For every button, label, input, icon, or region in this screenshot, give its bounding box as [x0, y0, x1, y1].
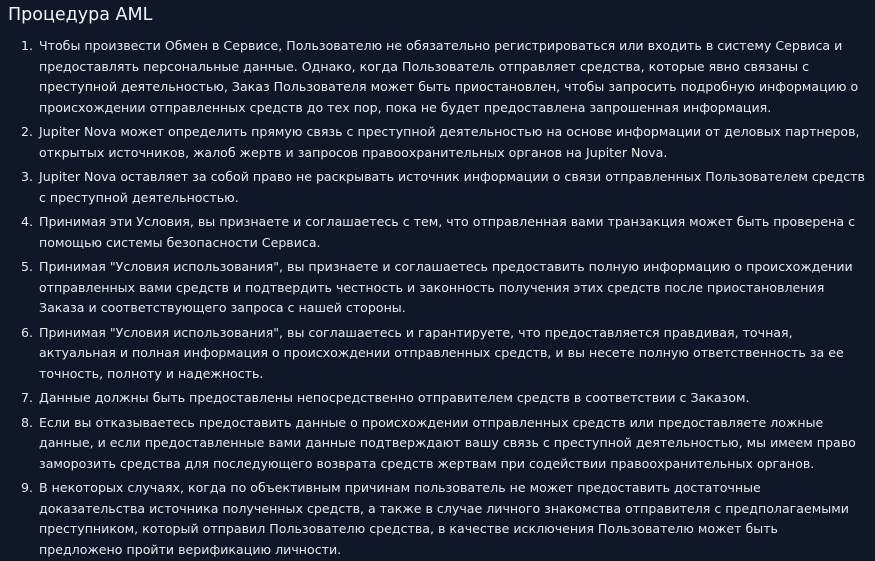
aml-terms-list	[8, 36, 865, 561]
item-text: Если вы отказываетесь предоставить данные о происхождении отправленных средств или предоставляете ложные данные, и если предоставленные вами данные подтверждают вашу связь с преступной деятельностью, мы имеем право заморозить средства для последующего возврата средств жертвам при содействии правоохранительных органов.	[39, 414, 856, 471]
list-item	[8, 122, 865, 163]
item-text: Принимая "Условия использования", вы признаете и соглашаетесь предоставить полную информацию о происхождении отправленных вами средств и подтвердить честность и законность получения этих средств после приостановления Заказа и соответствующего запроса с нашей стороны.	[39, 259, 853, 316]
item-text: Данные должны быть предоставлены непосредственно отправителем средств в соответствии с Заказом.	[39, 390, 750, 406]
item-number: 5.	[21, 259, 34, 275]
item-number: 7.	[21, 390, 34, 406]
list-item	[8, 167, 865, 208]
list-item	[8, 212, 865, 253]
item-number: 6.	[21, 324, 34, 340]
item-text: В некоторых случаях, когда по объективным причинам пользователь не может предоставить достаточные доказательства источника полученных средств, а также в случае личного знакомства отправителя с предполагаемыми преступником, который отправил Пользователю средства, в качестве исключения Пользователю может быть предложено пройти верификацию личности.	[39, 480, 849, 558]
item-number: 3.	[21, 169, 34, 185]
item-number: 8.	[21, 414, 34, 430]
list-item	[8, 388, 865, 409]
item-number: 9.	[21, 480, 34, 496]
list-item	[8, 413, 865, 475]
list-item	[8, 323, 865, 385]
item-number: 1.	[21, 38, 34, 53]
item-number: 4.	[21, 214, 34, 230]
item-text: Jupiter Nova оставляет за собой право не раскрывать источник информации о связи отправленных Пользователем средств с преступной деятельностью.	[39, 169, 865, 205]
item-text: Принимая эти Условия, вы признаете и соглашаетесь с тем, что отправленная вами транзакция может быть проверена с помощью системы безопасности Сервиса.	[39, 214, 856, 250]
item-text: Принимая "Условия использования", вы соглашаетесь и гарантируете, что предоставляется правдивая, точная, актуальная и полная информация о происхождении отправленных средств, и вы несете полную ответственность за ее точность, полноту и надежность.	[39, 324, 844, 381]
item-text: Jupiter Nova может определить прямую связь с преступной деятельностью на основе информации от деловых партнеров, открытых источников, жалоб жертв и запросов правоохранительных органов на Jupiter Nova.	[39, 124, 860, 160]
list-item	[8, 257, 865, 319]
page-title: Процедура AML	[8, 5, 153, 25]
item-text: Чтобы произвести Обмен в Сервисе, Пользователю не обязательно регистрироваться или входить в систему Сервиса и предоставлять персональные данные. Однако, когда Пользователь отправляет средства, которые явно связаны с преступной деятельностью, Заказ Пользователя может быть приостановлен, чтобы запросить подробную информацию о происхождении отправленных средств до тех пор, пока не будет предоставлена запрошенная информация.	[39, 38, 859, 115]
list-item	[8, 478, 865, 560]
item-number: 2.	[21, 124, 34, 140]
list-item	[8, 36, 865, 118]
